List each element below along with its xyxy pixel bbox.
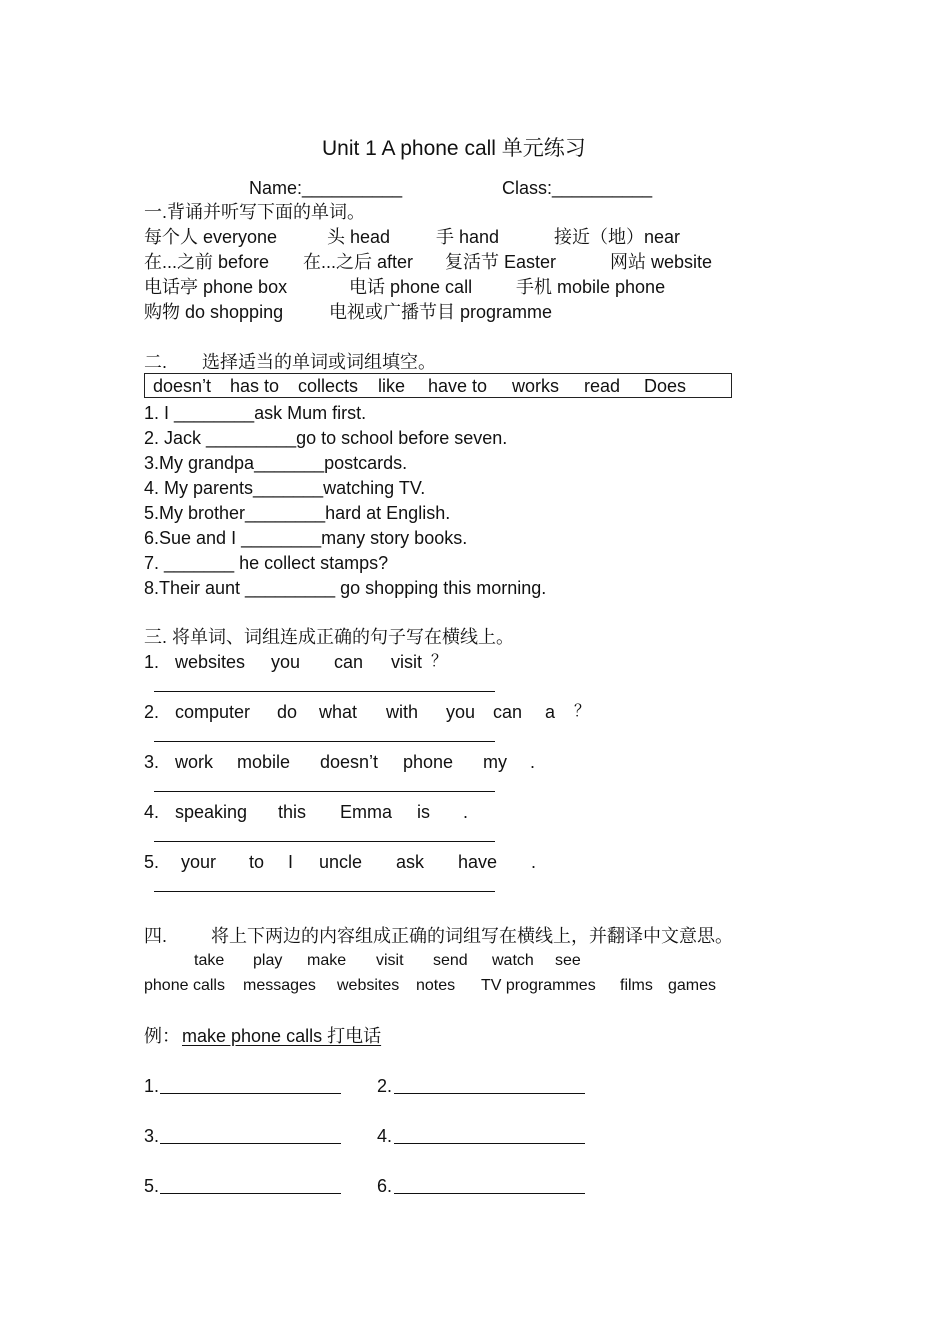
scramble-num: 3. bbox=[144, 752, 160, 772]
scramble-word: a bbox=[545, 702, 556, 722]
noun-item: films bbox=[620, 977, 653, 994]
page-title: Unit 1 A phone call 单元练习 bbox=[322, 137, 586, 160]
scramble-word: can bbox=[334, 652, 364, 672]
section1-heading: 一.背诵并听写下面的单词。 bbox=[144, 202, 365, 222]
vocab-item: 头 head bbox=[327, 227, 391, 247]
scramble-word: phone bbox=[403, 752, 454, 772]
scramble-word: you bbox=[446, 702, 476, 722]
example-text: make phone calls 打电话 bbox=[182, 1026, 382, 1046]
vocab-item: 网站 website bbox=[610, 252, 713, 272]
scramble-word: websites bbox=[175, 652, 246, 672]
phrase-answer-line[interactable] bbox=[160, 1193, 341, 1194]
phrase-blank-num: 1. bbox=[144, 1076, 160, 1096]
vocab-item: 接近（地）near bbox=[554, 227, 681, 247]
scramble-word: computer bbox=[175, 702, 251, 722]
verb-item: watch bbox=[492, 952, 534, 969]
verb-item: visit bbox=[376, 952, 404, 969]
fill-question[interactable]: 3.My grandpa_______postcards. bbox=[144, 453, 408, 473]
answer-line[interactable] bbox=[154, 741, 495, 742]
verb-item: see bbox=[555, 952, 581, 969]
verb-item: make bbox=[307, 952, 347, 969]
scramble-word: this bbox=[278, 802, 307, 822]
scramble-word: . bbox=[531, 852, 537, 872]
scramble-num: 1. bbox=[144, 652, 160, 672]
vocab-item: 电话亭 phone box bbox=[144, 277, 288, 297]
scramble-word: work bbox=[175, 752, 214, 772]
scramble-word: speaking bbox=[175, 802, 248, 822]
fill-question[interactable]: 5.My brother________hard at English. bbox=[144, 503, 451, 523]
section4-heading-num: 四. bbox=[144, 926, 168, 946]
scramble-word: my bbox=[483, 752, 507, 772]
word-bank-item: read bbox=[584, 376, 621, 396]
phrase-answer-line[interactable] bbox=[394, 1093, 585, 1094]
scramble-word: have bbox=[458, 852, 498, 872]
scramble-word: . bbox=[530, 752, 536, 772]
noun-item: phone calls bbox=[144, 977, 225, 994]
noun-item: websites bbox=[337, 977, 400, 994]
scramble-word: Emma bbox=[340, 802, 393, 822]
scramble-word: do bbox=[277, 702, 298, 722]
phrase-blank-num: 2. bbox=[377, 1076, 393, 1096]
scramble-word: mobile bbox=[237, 752, 291, 772]
scramble-num: 4. bbox=[144, 802, 160, 822]
verb-item: play bbox=[253, 952, 283, 969]
name-field[interactable]: Name:__________ bbox=[249, 178, 403, 198]
scramble-num: 2. bbox=[144, 702, 160, 722]
verb-item: take bbox=[194, 952, 225, 969]
word-bank-item: works bbox=[512, 376, 560, 396]
fill-question[interactable]: 7. _______ he collect stamps? bbox=[144, 553, 389, 573]
scramble-word: can bbox=[493, 702, 523, 722]
scramble-word: uncle bbox=[319, 852, 363, 872]
vocab-item: 手 hand bbox=[436, 227, 500, 247]
answer-line[interactable] bbox=[154, 691, 495, 692]
word-bank-item: doesn’t bbox=[153, 376, 212, 396]
scramble-word: to bbox=[249, 852, 265, 872]
vocab-item: 每个人 everyone bbox=[144, 227, 278, 247]
word-bank-item: like bbox=[378, 376, 406, 396]
word-bank-box bbox=[144, 373, 732, 398]
scramble-word: ？ bbox=[574, 703, 591, 720]
phrase-answer-line[interactable] bbox=[394, 1193, 585, 1194]
phrase-answer-line[interactable] bbox=[160, 1143, 341, 1144]
answer-line[interactable] bbox=[154, 791, 495, 792]
scramble-word: your bbox=[181, 852, 217, 872]
fill-question[interactable]: 1. I ________ask Mum first. bbox=[144, 403, 367, 423]
noun-item: TV programmes bbox=[481, 977, 596, 994]
fill-question[interactable]: 8.Their aunt _________ go shopping this morning. bbox=[144, 578, 547, 598]
noun-item: messages bbox=[243, 977, 316, 994]
phrase-blank-num: 3. bbox=[144, 1126, 160, 1146]
scramble-word: what bbox=[319, 702, 358, 722]
scramble-word: ask bbox=[396, 852, 425, 872]
vocab-item: 在...之前 before bbox=[144, 252, 270, 272]
fill-question[interactable]: 2. Jack _________go to school before seven. bbox=[144, 428, 508, 448]
scramble-word: ？ bbox=[431, 653, 448, 670]
noun-item: games bbox=[668, 977, 717, 994]
vocab-item: 电话 phone call bbox=[349, 277, 473, 297]
fill-question[interactable]: 4. My parents_______watching TV. bbox=[144, 478, 426, 498]
word-bank-item: has to bbox=[230, 376, 280, 396]
scramble-word: doesn’t bbox=[320, 752, 379, 772]
vocab-item: 电视或广播节目 programme bbox=[329, 302, 553, 322]
section3-heading: 三. 将单词、词组连成正确的句子写在横线上。 bbox=[144, 627, 514, 647]
section2-heading-num: 二. bbox=[144, 352, 168, 372]
vocab-item: 手机 mobile phone bbox=[516, 277, 666, 297]
section2-heading: 选择适当的单词或词组填空。 bbox=[202, 352, 436, 372]
verb-item: send bbox=[433, 952, 468, 969]
scramble-word: I bbox=[288, 852, 294, 872]
scramble-word: is bbox=[417, 802, 430, 822]
phrase-answer-line[interactable] bbox=[394, 1143, 585, 1144]
fill-question[interactable]: 6.Sue and I ________many story books. bbox=[144, 528, 468, 548]
scramble-word: you bbox=[271, 652, 301, 672]
word-bank-item: collects bbox=[298, 376, 359, 396]
noun-item: notes bbox=[416, 977, 456, 994]
vocab-item: 在...之后 after bbox=[303, 252, 414, 272]
vocab-item: 复活节 Easter bbox=[445, 252, 557, 272]
vocab-item: 购物 do shopping bbox=[144, 302, 284, 322]
word-bank-item: have to bbox=[428, 376, 488, 396]
phrase-answer-line[interactable] bbox=[160, 1093, 341, 1094]
word-bank-item: Does bbox=[644, 376, 687, 396]
section4-heading: 将上下两边的内容组成正确的词组写在横线上，并翻译中文意思。 bbox=[211, 926, 733, 946]
phrase-blank-num: 6. bbox=[377, 1176, 393, 1196]
scramble-num: 5. bbox=[144, 852, 160, 872]
example-label: 例： bbox=[144, 1026, 180, 1046]
phrase-blank-num: 4. bbox=[377, 1126, 393, 1146]
scramble-word: with bbox=[386, 702, 419, 722]
answer-line[interactable] bbox=[154, 891, 495, 892]
scramble-word: visit bbox=[391, 652, 422, 672]
class-field[interactable]: Class:__________ bbox=[502, 178, 653, 198]
phrase-blank-num: 5. bbox=[144, 1176, 160, 1196]
answer-line[interactable] bbox=[154, 841, 495, 842]
scramble-word: . bbox=[463, 802, 469, 822]
